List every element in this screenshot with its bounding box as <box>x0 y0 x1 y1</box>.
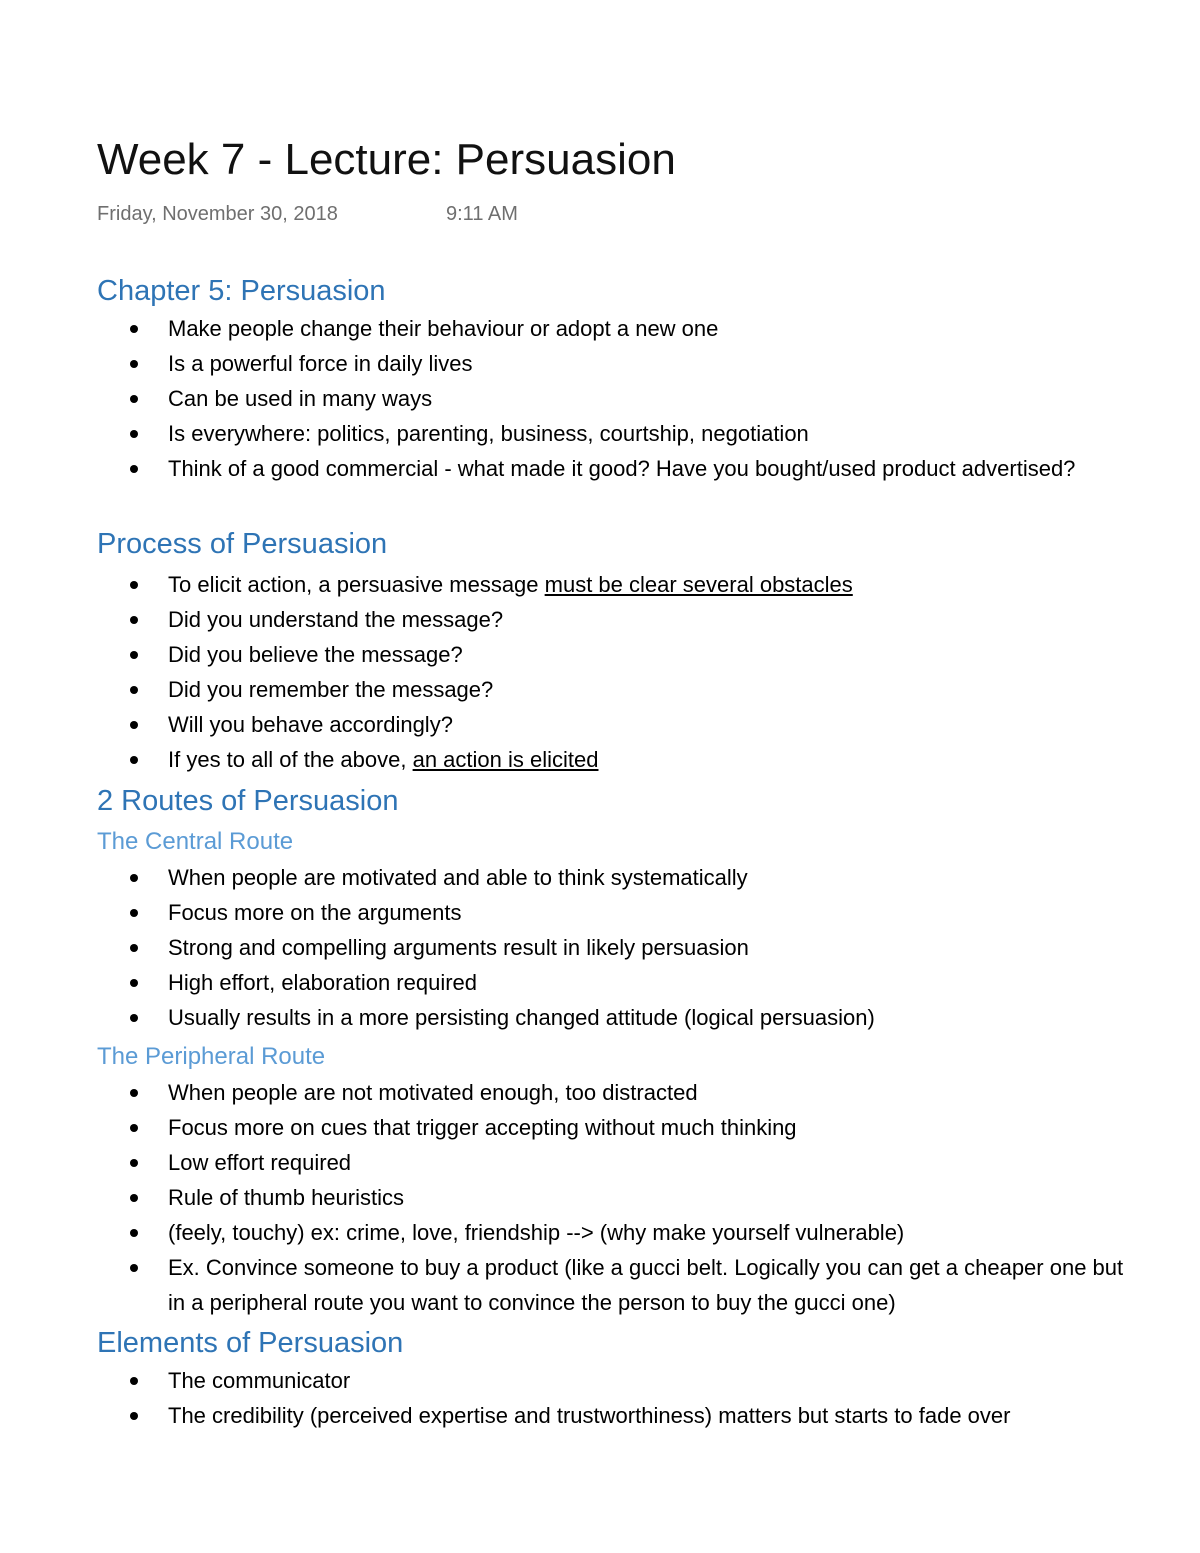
bullet-icon <box>130 979 138 987</box>
heading-process-of-persuasion: Process of Persuasion <box>97 528 388 560</box>
bullet-icon <box>130 756 138 764</box>
list-item: To elicit action, a persuasive message must be clear several obstacles <box>0 567 1200 602</box>
bullet-icon <box>130 395 138 403</box>
bullet-icon <box>130 1014 138 1022</box>
list-item: The credibility (perceived expertise and trustworthiness) matters but starts to fade over <box>0 1398 1200 1433</box>
chapter-5-list <box>0 311 1200 486</box>
page-title: Week 7 - Lecture: Persuasion <box>97 135 676 184</box>
heading-central-route: The Central Route <box>97 828 294 855</box>
list-item: High effort, elaboration required <box>0 965 1200 1000</box>
bullet-icon <box>130 325 138 333</box>
bullet-icon <box>130 651 138 659</box>
process-list <box>0 567 1200 777</box>
page-date: Friday, November 30, 2018 <box>97 203 338 225</box>
list-item: Low effort required <box>0 1145 1200 1180</box>
peripheral-route-list <box>0 1075 1200 1320</box>
underlined-text: an action is elicited <box>412 747 599 772</box>
list-item: Rule of thumb heuristics <box>0 1180 1200 1215</box>
bullet-icon <box>130 686 138 694</box>
list-item: Did you believe the message? <box>0 637 1200 672</box>
list-item: Ex. Convince someone to buy a product (like a gucci belt. Logically you can get a cheaper one but in a peripheral route you want to convince the person to buy the gucci one) <box>0 1250 1128 1320</box>
bullet-icon <box>130 465 138 473</box>
bullet-icon <box>130 874 138 882</box>
bullet-icon <box>130 721 138 729</box>
bullet-icon <box>130 1229 138 1237</box>
list-item: Did you remember the message? <box>0 672 1200 707</box>
central-route-list <box>0 860 1200 1035</box>
list-item: Will you behave accordingly? <box>0 707 1200 742</box>
list-item: If yes to all of the above, an action is elicited <box>0 742 1200 777</box>
page-metadata <box>97 200 518 228</box>
bullet-icon <box>130 1089 138 1097</box>
list-item: Think of a good commercial - what made it good? Have you bought/used product advertised? <box>0 451 1128 486</box>
bullet-icon <box>130 1124 138 1132</box>
page-time: 9:11 AM <box>446 203 518 225</box>
list-item: (feely, touchy) ex: crime, love, friendship --> (why make yourself vulnerable) <box>0 1215 1200 1250</box>
list-item: Is everywhere: politics, parenting, business, courtship, negotiation <box>0 416 1200 451</box>
list-item: Focus more on the arguments <box>0 895 1200 930</box>
bullet-icon <box>130 581 138 589</box>
bullet-icon <box>130 944 138 952</box>
list-item: When people are motivated and able to think systematically <box>0 860 1200 895</box>
bullet-icon <box>130 360 138 368</box>
underlined-text: must be clear several obstacles <box>544 572 853 597</box>
list-item: Did you understand the message? <box>0 602 1200 637</box>
heading-routes-of-persuasion: 2 Routes of Persuasion <box>97 785 399 817</box>
bullet-icon <box>130 1412 138 1420</box>
bullet-icon <box>130 430 138 438</box>
heading-elements-of-persuasion: Elements of Persuasion <box>97 1327 404 1359</box>
list-item: Is a powerful force in daily lives <box>0 346 1200 381</box>
heading-chapter-5: Chapter 5: Persuasion <box>97 275 386 307</box>
bullet-icon <box>130 1377 138 1385</box>
list-item: When people are not motivated enough, too distracted <box>0 1075 1200 1110</box>
bullet-icon <box>130 1264 138 1272</box>
bullet-icon <box>130 1159 138 1167</box>
heading-peripheral-route: The Peripheral Route <box>97 1043 326 1070</box>
bullet-icon <box>130 616 138 624</box>
bullet-icon <box>130 1194 138 1202</box>
list-item: Focus more on cues that trigger accepting without much thinking <box>0 1110 1200 1145</box>
bullet-icon <box>130 909 138 917</box>
list-item: Make people change their behaviour or adopt a new one <box>0 311 1200 346</box>
list-item: Usually results in a more persisting changed attitude (logical persuasion) <box>0 1000 1200 1035</box>
list-item: Can be used in many ways <box>0 381 1200 416</box>
elements-list <box>0 1363 1200 1433</box>
list-item: The communicator <box>0 1363 1200 1398</box>
list-item: Strong and compelling arguments result in likely persuasion <box>0 930 1200 965</box>
